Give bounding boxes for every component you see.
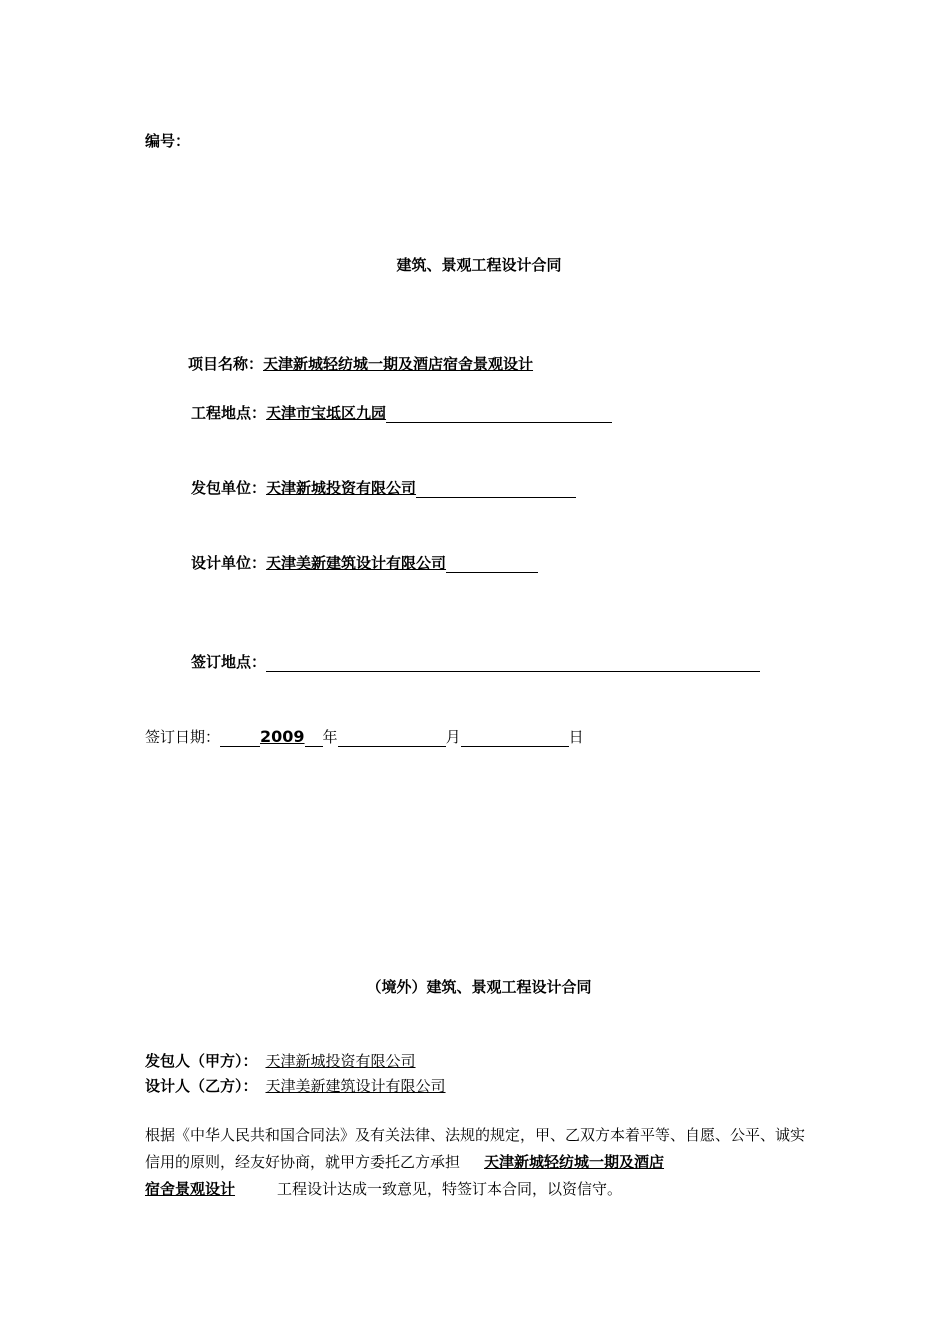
month-unit: 月 [445,728,461,746]
client-value: 天津新城投资有限公司 [266,479,417,497]
contract-title-overseas: （境外）建筑、景观工程设计合同 [366,978,592,996]
sign-place-blank-line [266,654,760,672]
party-a-label: 发包人（甲方）： [145,1052,258,1070]
party-b-label: 设计人（乙方）： [145,1077,258,1095]
party-a-value: 天津新城投资有限公司 [265,1052,416,1070]
site-value: 天津市宝坻区九园 [266,404,387,422]
site-label: 工程地点： [191,404,267,422]
day-blank-line [461,729,569,747]
party-a-row [145,1050,442,1071]
year-unit: 年 [322,728,338,746]
site-row [191,402,612,423]
preamble-project-line1: 天津新城轻纺城一期及酒店 [484,1153,665,1171]
site-blank-line [386,405,612,423]
party-b-value: 天津美新建筑设计有限公司 [265,1077,446,1095]
designer-row [191,552,538,573]
project-name-label: 项目名称： [188,355,264,373]
designer-value: 天津美新建筑设计有限公司 [266,554,447,572]
preamble-end: 工程设计达成一致意见，特签订本合同，以资信守。 [277,1180,623,1198]
preamble-start: 根据《中华人民共和国合同法》及有关法律、法规的规定，甲、乙双方本着平等、自愿、公平、诚实信用的原则，经友好协商，就甲方委托乙方承担 [145,1126,806,1171]
client-row [191,477,576,498]
project-name-value: 天津新城轻纺城一期及酒店宿舍景观设计 [263,355,534,373]
client-blank-line [416,480,576,498]
day-unit: 日 [568,728,584,746]
sign-date-row [145,726,584,747]
sign-place-row [191,651,760,672]
preamble-project-line2: 宿舍景观设计 [145,1180,236,1198]
contract-title: 建筑、景观工程设计合同 [396,256,562,274]
designer-label: 设计单位： [191,554,267,572]
month-blank-line [338,729,446,747]
year-blank-left [220,729,260,747]
designer-blank-line [446,555,538,573]
contract-preamble [145,1122,810,1203]
party-b-row [145,1075,472,1096]
project-name-row [188,353,533,374]
year-blank-right [305,729,323,747]
client-label: 发包单位： [191,479,267,497]
year-value: 2009 [260,727,305,746]
sign-date-label: 签订日期： [145,728,221,746]
sign-place-label: 签订地点： [191,653,267,671]
serial-number-label: 编号： [145,132,191,150]
